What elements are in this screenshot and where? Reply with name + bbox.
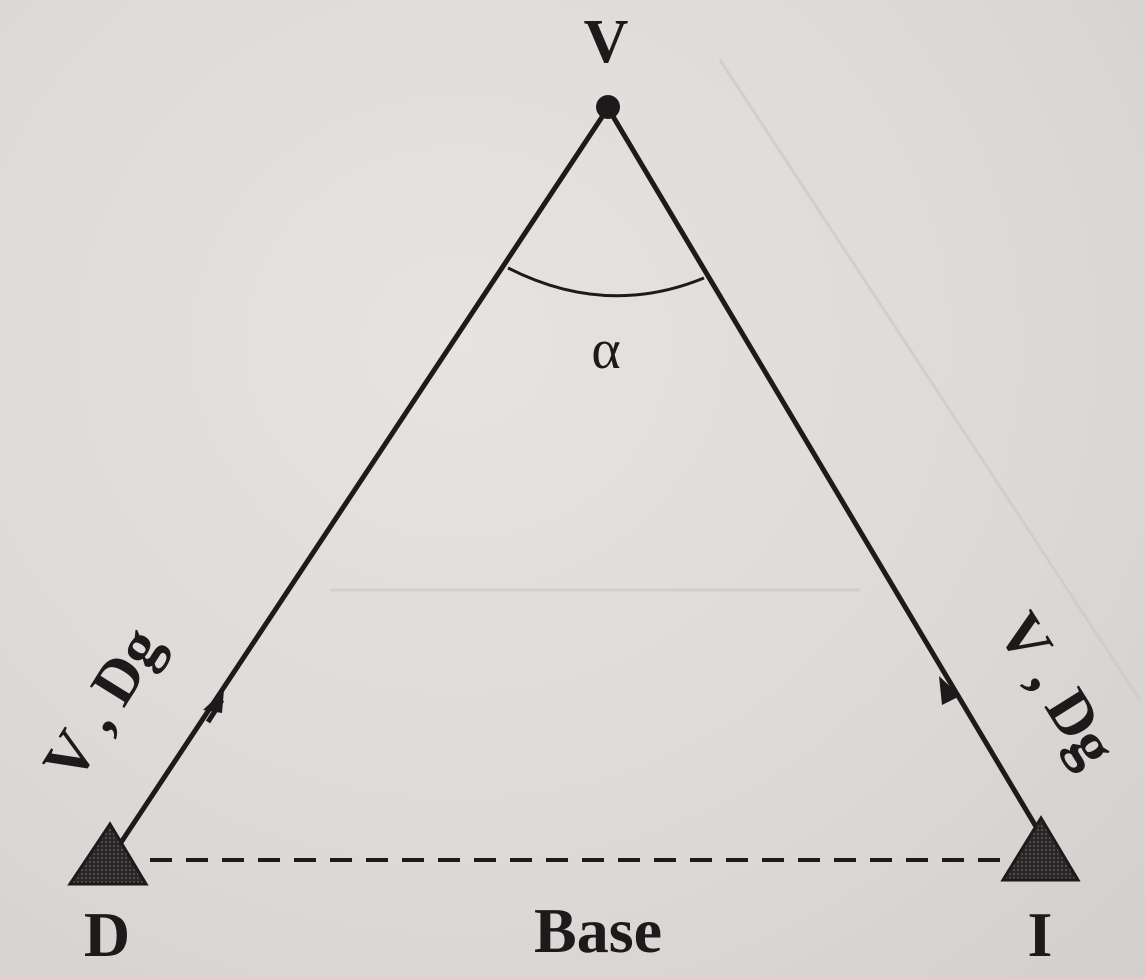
- station-marker-d: [70, 824, 146, 884]
- angle-arc: [508, 268, 704, 296]
- angle-label: α: [591, 319, 621, 381]
- vertex-label-i: I: [1027, 899, 1053, 970]
- vertex-dot-v: [596, 95, 620, 119]
- ghost-lines: [330, 60, 1140, 700]
- side-dv: [116, 108, 608, 850]
- station-marker-i: [1003, 818, 1078, 880]
- right-side-label: V , Dg: [984, 601, 1130, 778]
- vertex-label-v: V: [583, 8, 629, 76]
- left-side-label: V , Dg: [30, 616, 176, 793]
- base-label: Base: [534, 895, 662, 966]
- vertex-label-d: D: [83, 899, 131, 970]
